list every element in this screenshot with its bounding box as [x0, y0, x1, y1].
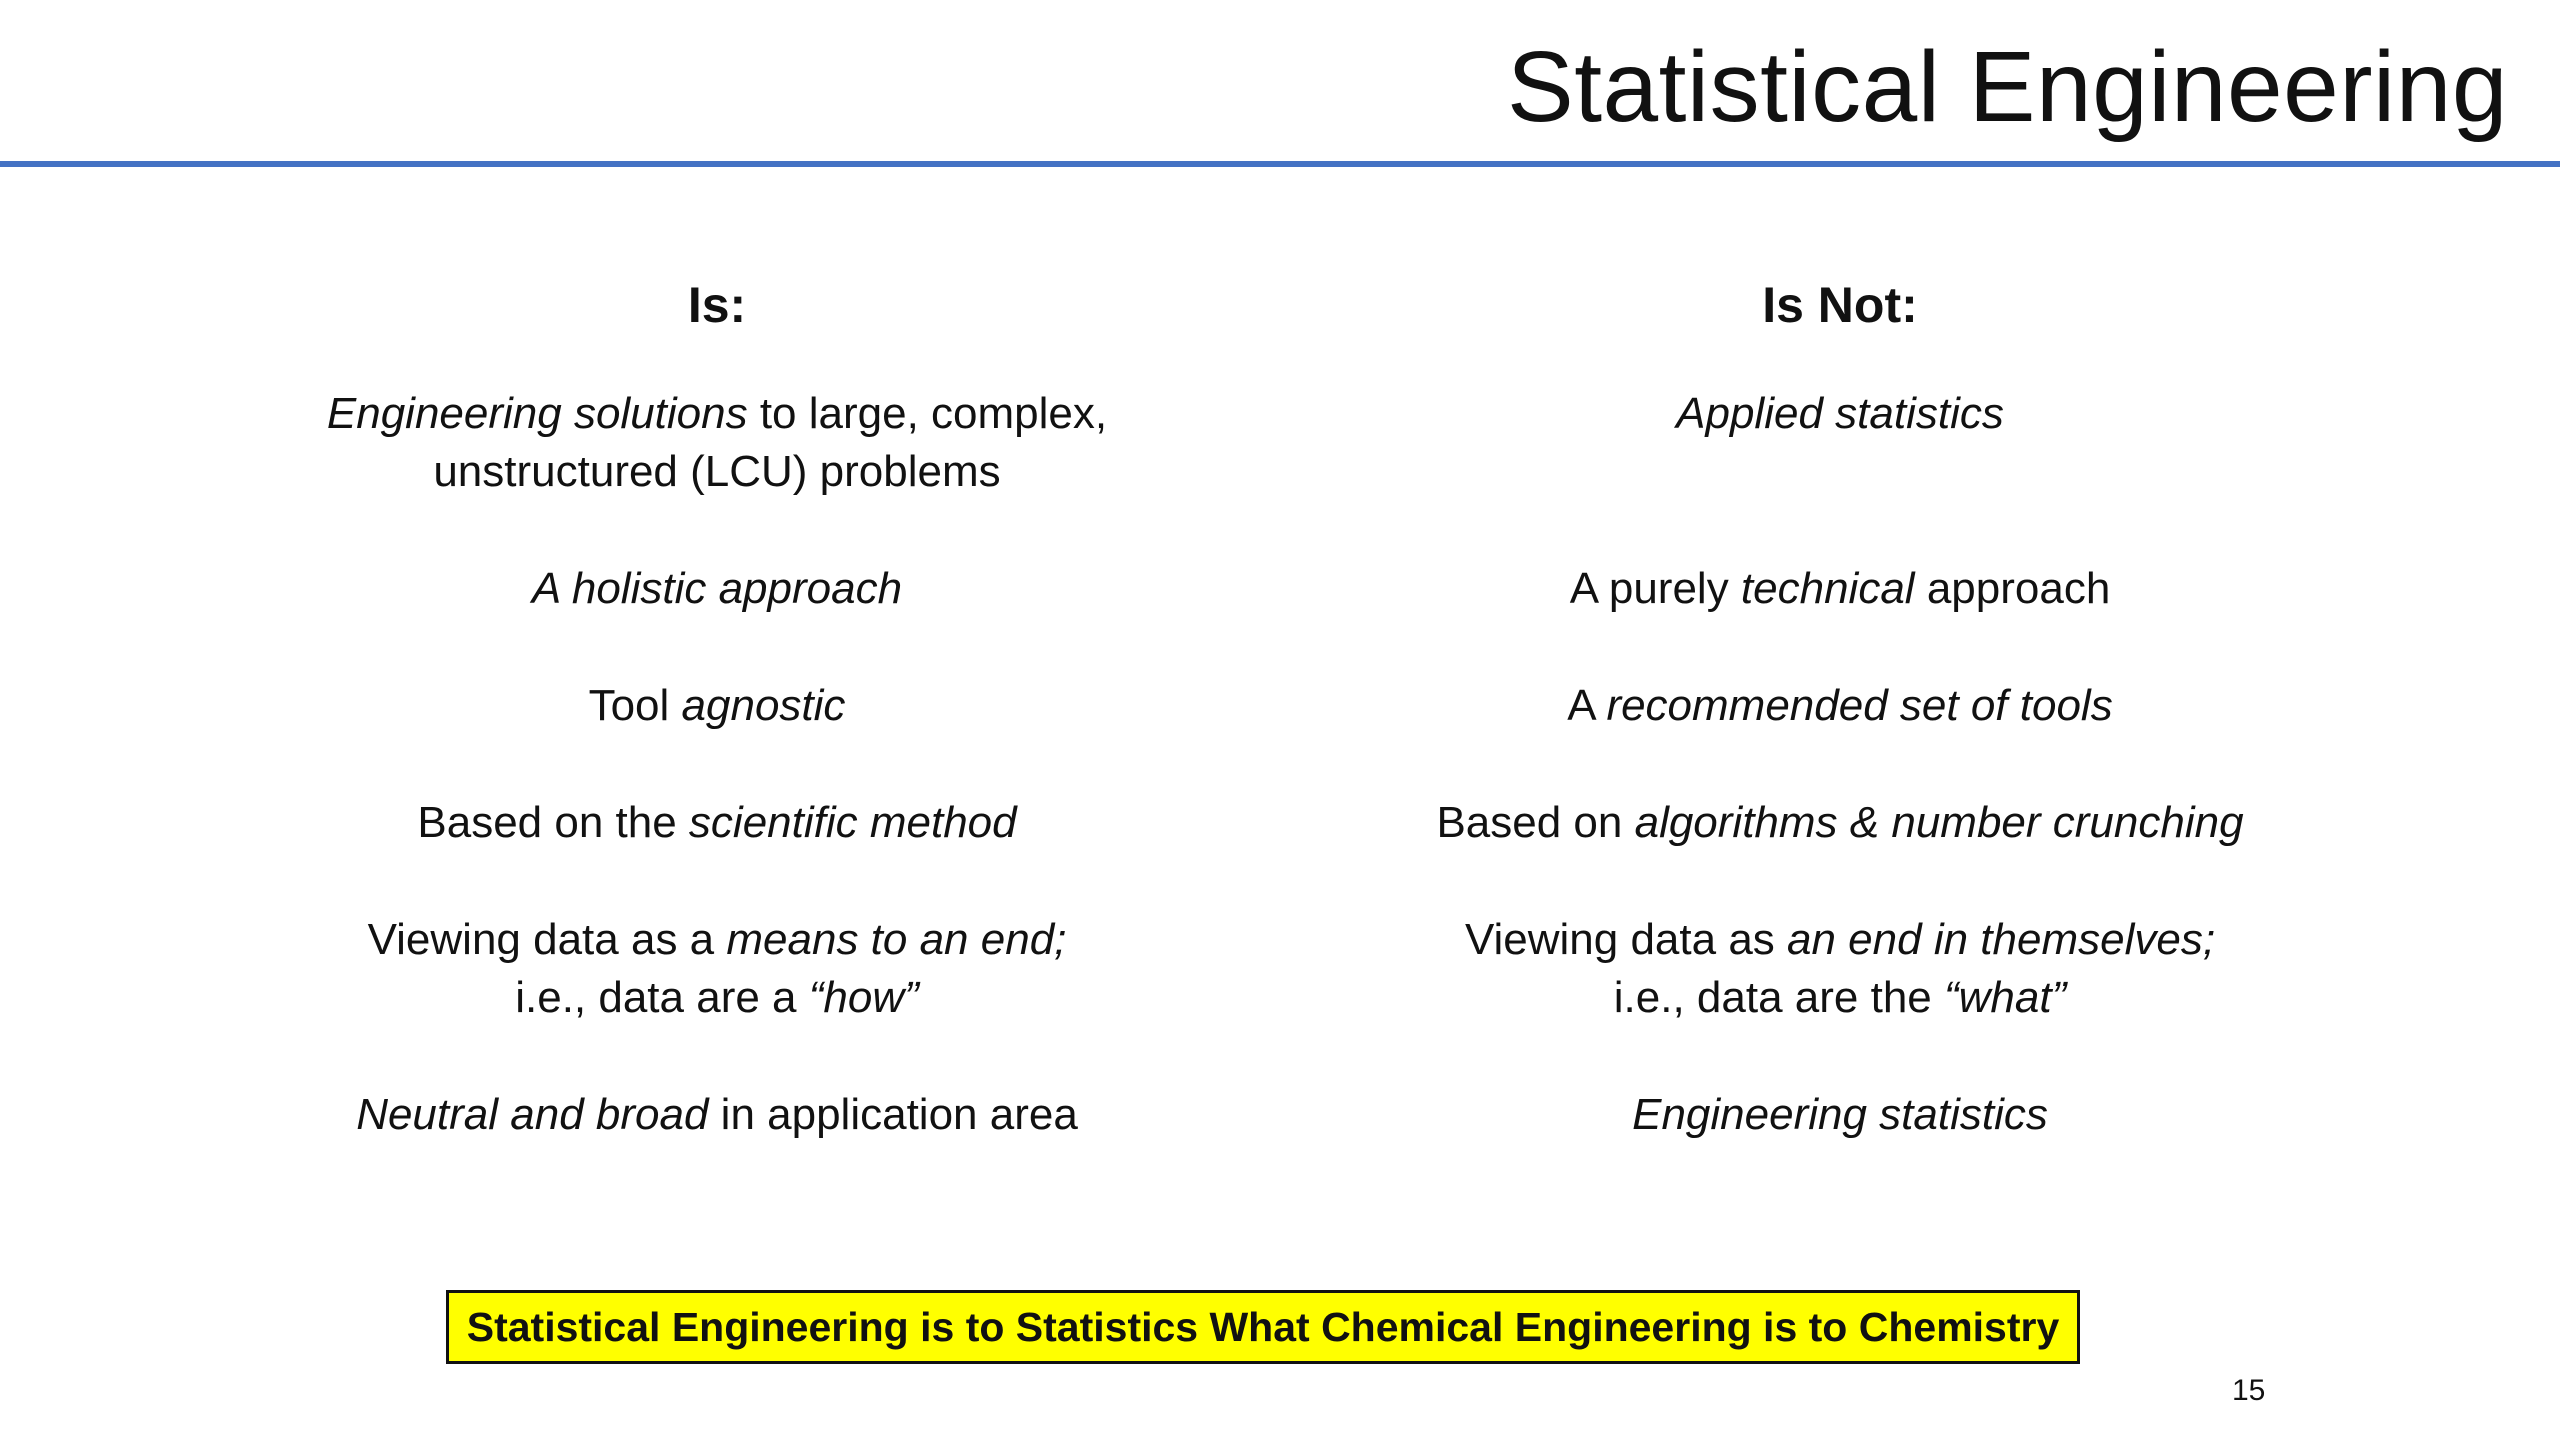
is-item-text-emphasis: Neutral and broad: [356, 1090, 709, 1139]
is-not-heading: Is Not:: [1762, 277, 1918, 333]
is-not-item-text: A purely: [1569, 564, 1741, 613]
is-item-text: unstructured (LCU) problems: [433, 447, 1001, 496]
is-item-text-emphasis: “how”: [808, 973, 919, 1022]
is-item-holistic-approach: [217, 560, 1217, 618]
page-number: 15: [2232, 1374, 2266, 1407]
is-not-item-text-emphasis: algorithms & number crunching: [1634, 798, 2244, 847]
is-item-text: Based on the: [417, 798, 689, 847]
is-not-item-end-in-themselves: [1340, 911, 2340, 1027]
is-item-text-emphasis: means to an end;: [726, 915, 1067, 964]
summary-banner: Statistical Engineering is to Statistics What Chemical Engineering is to Chemistry: [446, 1290, 2080, 1364]
is-item-text-emphasis: Engineering solutions: [326, 389, 748, 438]
slide-title: Statistical Engineering: [1507, 31, 2508, 143]
is-not-item-text-emphasis: an end in themselves;: [1787, 915, 2216, 964]
is-item-scientific-method: [217, 794, 1217, 852]
is-item-means-to-an-end: [217, 911, 1217, 1027]
is-not-column: [1340, 270, 2340, 1139]
is-not-item-text-emphasis: “what”: [1943, 973, 2067, 1022]
is-item-text: Tool: [588, 681, 682, 730]
is-item-tool-agnostic: [217, 677, 1217, 735]
is-not-item-text: Based on: [1436, 798, 1635, 847]
is-not-item-text-emphasis: Applied statistics: [1676, 389, 2004, 438]
is-item-text: Viewing data as a: [367, 915, 727, 964]
is-not-item-text: approach: [1914, 564, 2111, 613]
is-not-item-algorithms: [1340, 794, 2340, 852]
is-heading: Is:: [687, 277, 747, 333]
is-not-item-text-emphasis: Engineering statistics: [1632, 1090, 2048, 1139]
is-item-text: i.e., data are a: [515, 973, 809, 1022]
is-item-engineering-solutions: [217, 385, 1217, 501]
is-item-text-emphasis: agnostic: [681, 681, 846, 730]
is-item-text: to large, complex,: [747, 389, 1108, 438]
is-item-neutral-and-broad: [217, 1086, 1217, 1144]
is-not-item-text: Viewing data as: [1464, 915, 1788, 964]
is-item-text: in application area: [708, 1090, 1078, 1139]
is-not-item-recommended-tools: [1340, 677, 2340, 735]
is-column: [217, 270, 1217, 1139]
is-not-item-text: A: [1567, 681, 1607, 730]
is-item-text-emphasis: A holistic approach: [531, 564, 903, 613]
is-not-item-applied-statistics: [1340, 385, 2340, 443]
is-not-item-text: i.e., data are the: [1613, 973, 1944, 1022]
is-not-item-text-emphasis: recommended set of tools: [1606, 681, 2113, 730]
is-item-text-emphasis: scientific method: [688, 798, 1017, 847]
is-not-item-text-emphasis: technical: [1740, 564, 1915, 613]
is-not-item-technical-approach: [1340, 560, 2340, 618]
title-divider: [0, 161, 2560, 167]
is-not-item-engineering-statistics: [1340, 1086, 2340, 1144]
